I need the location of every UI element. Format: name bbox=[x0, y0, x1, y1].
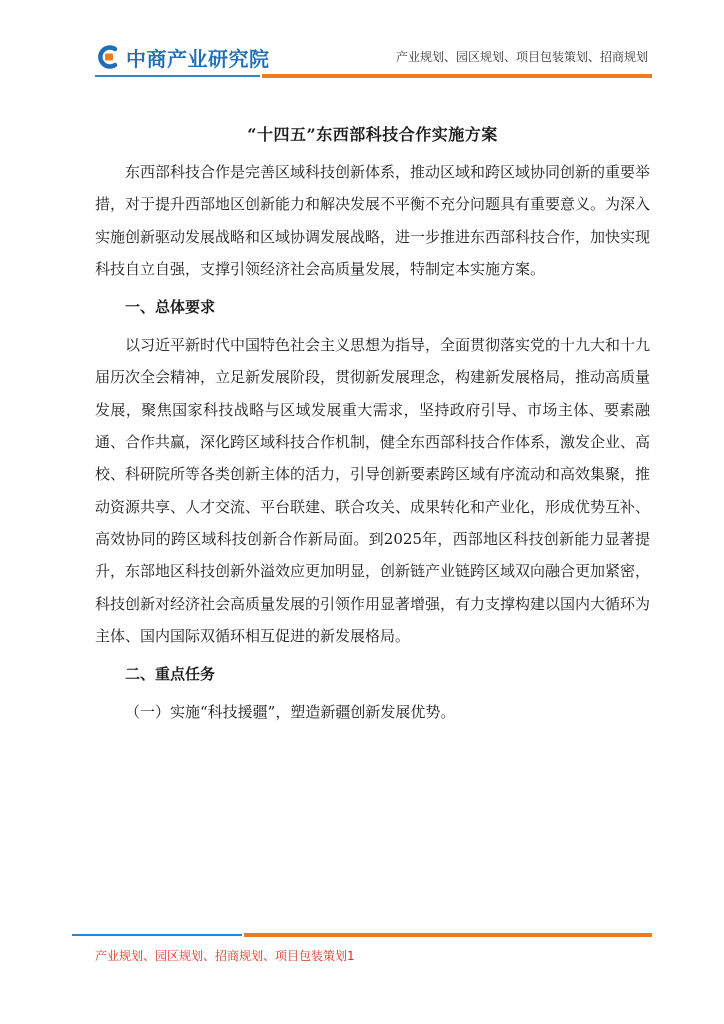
section-heading-general: 一、总体要求 bbox=[125, 298, 216, 317]
footer-services: 产业规划、园区规划、招商规划、项目包装策划 bbox=[95, 949, 348, 963]
footer-rule-orange bbox=[244, 933, 652, 937]
logo bbox=[95, 42, 270, 72]
section-paragraph-general: 以习近平新时代中国特色社会主义思想为指导，全面贯彻落实党的十九大和十九届历次全会精神，立足新发展阶段，贯彻新发展理念，构建新发展格局，推动高质量发展，聚焦国家科技战略与区域发展重大需求，坚持政府引导、市场主体、要素融通、合作共赢，深化跨区域科技合作机制，健全东西部科技合作体系，激发企业、高校、科研院所等各类创新主体的活力，引导创新要素跨区域有序流动和高效集聚，推动资源共享、人才交流、平台联建、联合攻关、成果转化和产业化，形成优势互补、高效协同的跨区域科技创新合作新局面。到2025年，西部地区科技创新能力显著提升，东部地区科技创新外溢效应更加明显，创新链产业链跨区域双向融合更加紧密，科技创新对经济社会高质量发展的引领作用显著增强，有力支撑构建以国内大循环为主体、国内国际双循环相互促进的新发展格局。 bbox=[95, 336, 651, 645]
document-body bbox=[95, 122, 650, 728]
page-number: 1 bbox=[347, 949, 355, 963]
logo-text: 中商产业研究院 bbox=[126, 46, 270, 71]
intro-paragraph: 东西部科技合作是完善区域科技创新体系，推动区域和跨区域协同创新的重要举措，对于提升西部地区创新能力和解决发展不平衡不充分问题具有重要意义。为深入实施创新驱动发展战略和区域协调发展战略，进一步推进东西部科技合作，加快实现科技自立自强，支撑引领经济社会高质量发展，特制定本实施方案。 bbox=[95, 163, 651, 278]
logo-icon bbox=[95, 44, 121, 70]
header-rule-blue bbox=[95, 75, 260, 77]
subsection-heading-xinjiang: （一）实施“科技援疆”，塑造新疆创新发展优势。 bbox=[125, 703, 456, 722]
section-heading-tasks: 二、重点任务 bbox=[125, 665, 216, 684]
document-title: “十四五”东西部科技合作实施方案 bbox=[247, 125, 498, 144]
footer-text bbox=[95, 947, 355, 964]
header-rule-orange bbox=[262, 74, 652, 78]
header-tagline: 产业规划、园区规划、项目包装策划、招商规划 bbox=[395, 50, 648, 64]
page-footer bbox=[0, 925, 724, 985]
footer-rule-blue bbox=[72, 934, 242, 936]
page-header bbox=[0, 0, 724, 90]
